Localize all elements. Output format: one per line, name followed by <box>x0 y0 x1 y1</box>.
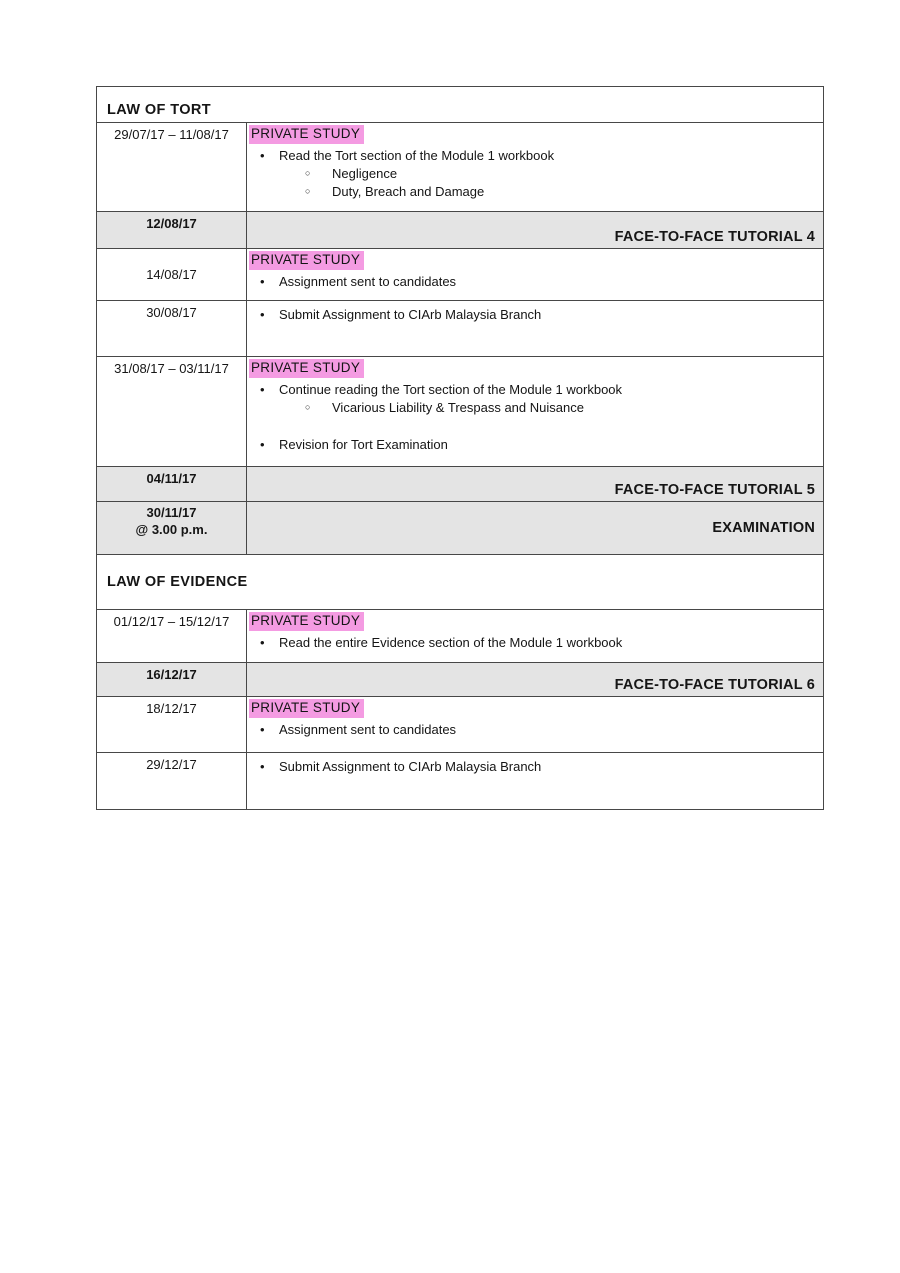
sub-bullet-text: Negligence <box>332 166 398 181</box>
date-text: 29/12/17 <box>146 757 197 772</box>
private-study-highlight: PRIVATE STUDY <box>249 612 364 631</box>
private-study-highlight: PRIVATE STUDY <box>249 699 364 718</box>
bullet-icon: • <box>260 307 265 322</box>
bullet-text: Assignment sent to candidates <box>279 274 457 289</box>
circle-bullet-icon: ○ <box>305 402 311 412</box>
date-cell <box>97 663 247 696</box>
sub-bullet-item <box>249 400 817 416</box>
private-study-highlight: PRIVATE STUDY <box>249 251 364 270</box>
bullet-item <box>249 635 817 651</box>
exam-row <box>97 501 823 554</box>
sub-bullet-text: Vicarious Liability & Trespass and Nuisance <box>332 400 584 415</box>
table-row <box>97 752 823 809</box>
content-cell <box>247 753 823 809</box>
table-row <box>97 356 823 466</box>
table-row <box>97 300 823 356</box>
bullet-text: Submit Assignment to CIArb Malaysia Branch <box>279 307 542 322</box>
date-text: 29/07/17 – 11/08/17 <box>114 127 229 142</box>
bullet-item <box>249 148 817 164</box>
bullet-text: Revision for Tort Examination <box>279 437 448 452</box>
bullet-icon: • <box>260 635 265 650</box>
bullet-item <box>249 382 817 398</box>
bullet-icon: • <box>260 759 265 774</box>
date-text: 30/11/17 <box>146 505 197 520</box>
content-cell <box>247 697 823 752</box>
bullet-icon: • <box>260 722 265 737</box>
bullet-item <box>249 722 817 738</box>
exam-label: EXAMINATION <box>712 520 815 536</box>
table-row <box>97 609 823 662</box>
content-cell <box>247 663 823 696</box>
section-header-row <box>97 87 823 122</box>
section-title: LAW OF TORT <box>107 102 212 118</box>
sub-bullet-item <box>249 166 817 182</box>
circle-bullet-icon: ○ <box>305 168 311 178</box>
tutorial-banner-row <box>97 466 823 501</box>
course-schedule-table <box>96 86 824 810</box>
date-cell <box>97 212 247 248</box>
content-cell <box>247 301 823 356</box>
content-cell <box>247 123 823 211</box>
date-text: 12/08/17 <box>146 216 197 231</box>
table-row <box>97 248 823 300</box>
bullet-text: Assignment sent to candidates <box>279 722 457 737</box>
bullet-text: Read the Tort section of the Module 1 workbook <box>279 148 555 163</box>
exam-time: @ 3.00 p.m. <box>135 522 208 537</box>
tutorial-label: FACE-TO-FACE TUTORIAL 4 <box>614 229 815 245</box>
date-cell <box>97 301 247 356</box>
table-row <box>97 696 823 752</box>
section-header-row <box>97 554 823 609</box>
content-cell <box>247 502 823 554</box>
date-text: 30/08/17 <box>146 305 197 320</box>
date-cell <box>97 123 247 211</box>
date-cell <box>97 610 247 662</box>
tutorial-label: FACE-TO-FACE TUTORIAL 6 <box>614 677 815 693</box>
private-study-highlight: PRIVATE STUDY <box>249 359 364 378</box>
bullet-item <box>249 307 817 323</box>
bullet-item <box>249 274 817 290</box>
date-cell <box>97 249 247 300</box>
bullet-item <box>249 759 817 775</box>
bullet-icon: • <box>260 274 265 289</box>
circle-bullet-icon: ○ <box>305 186 311 196</box>
date-text: 31/08/17 – 03/11/17 <box>114 361 229 376</box>
private-study-highlight: PRIVATE STUDY <box>249 125 364 144</box>
bullet-text: Submit Assignment to CIArb Malaysia Branch <box>279 759 542 774</box>
bullet-icon: • <box>260 437 265 452</box>
content-cell <box>247 212 823 248</box>
table-row <box>97 122 823 211</box>
tutorial-banner-row <box>97 211 823 248</box>
tutorial-label: FACE-TO-FACE TUTORIAL 5 <box>614 482 815 498</box>
bullet-icon: • <box>260 148 265 163</box>
date-text: 16/12/17 <box>146 667 197 682</box>
date-text: 18/12/17 <box>146 701 197 716</box>
date-text: 01/12/17 – 15/12/17 <box>113 614 230 629</box>
date-text: 04/11/17 <box>146 471 197 486</box>
date-cell <box>97 357 247 466</box>
content-cell <box>247 610 823 662</box>
date-cell <box>97 467 247 501</box>
bullet-icon: • <box>260 382 265 397</box>
content-cell <box>247 357 823 466</box>
tutorial-banner-row <box>97 662 823 696</box>
bullet-item <box>249 437 817 453</box>
date-cell <box>97 697 247 752</box>
sub-bullet-text: Duty, Breach and Damage <box>332 184 485 199</box>
bullet-text: Continue reading the Tort section of the Module 1 workbook <box>279 382 623 397</box>
content-cell <box>247 249 823 300</box>
date-text: 14/08/17 <box>146 267 197 282</box>
content-cell <box>247 467 823 501</box>
date-cell <box>97 502 247 554</box>
section-title: LAW OF EVIDENCE <box>107 574 248 590</box>
bullet-text: Read the entire Evidence section of the Module 1 workbook <box>279 635 623 650</box>
sub-bullet-item <box>249 184 817 200</box>
date-cell <box>97 753 247 809</box>
